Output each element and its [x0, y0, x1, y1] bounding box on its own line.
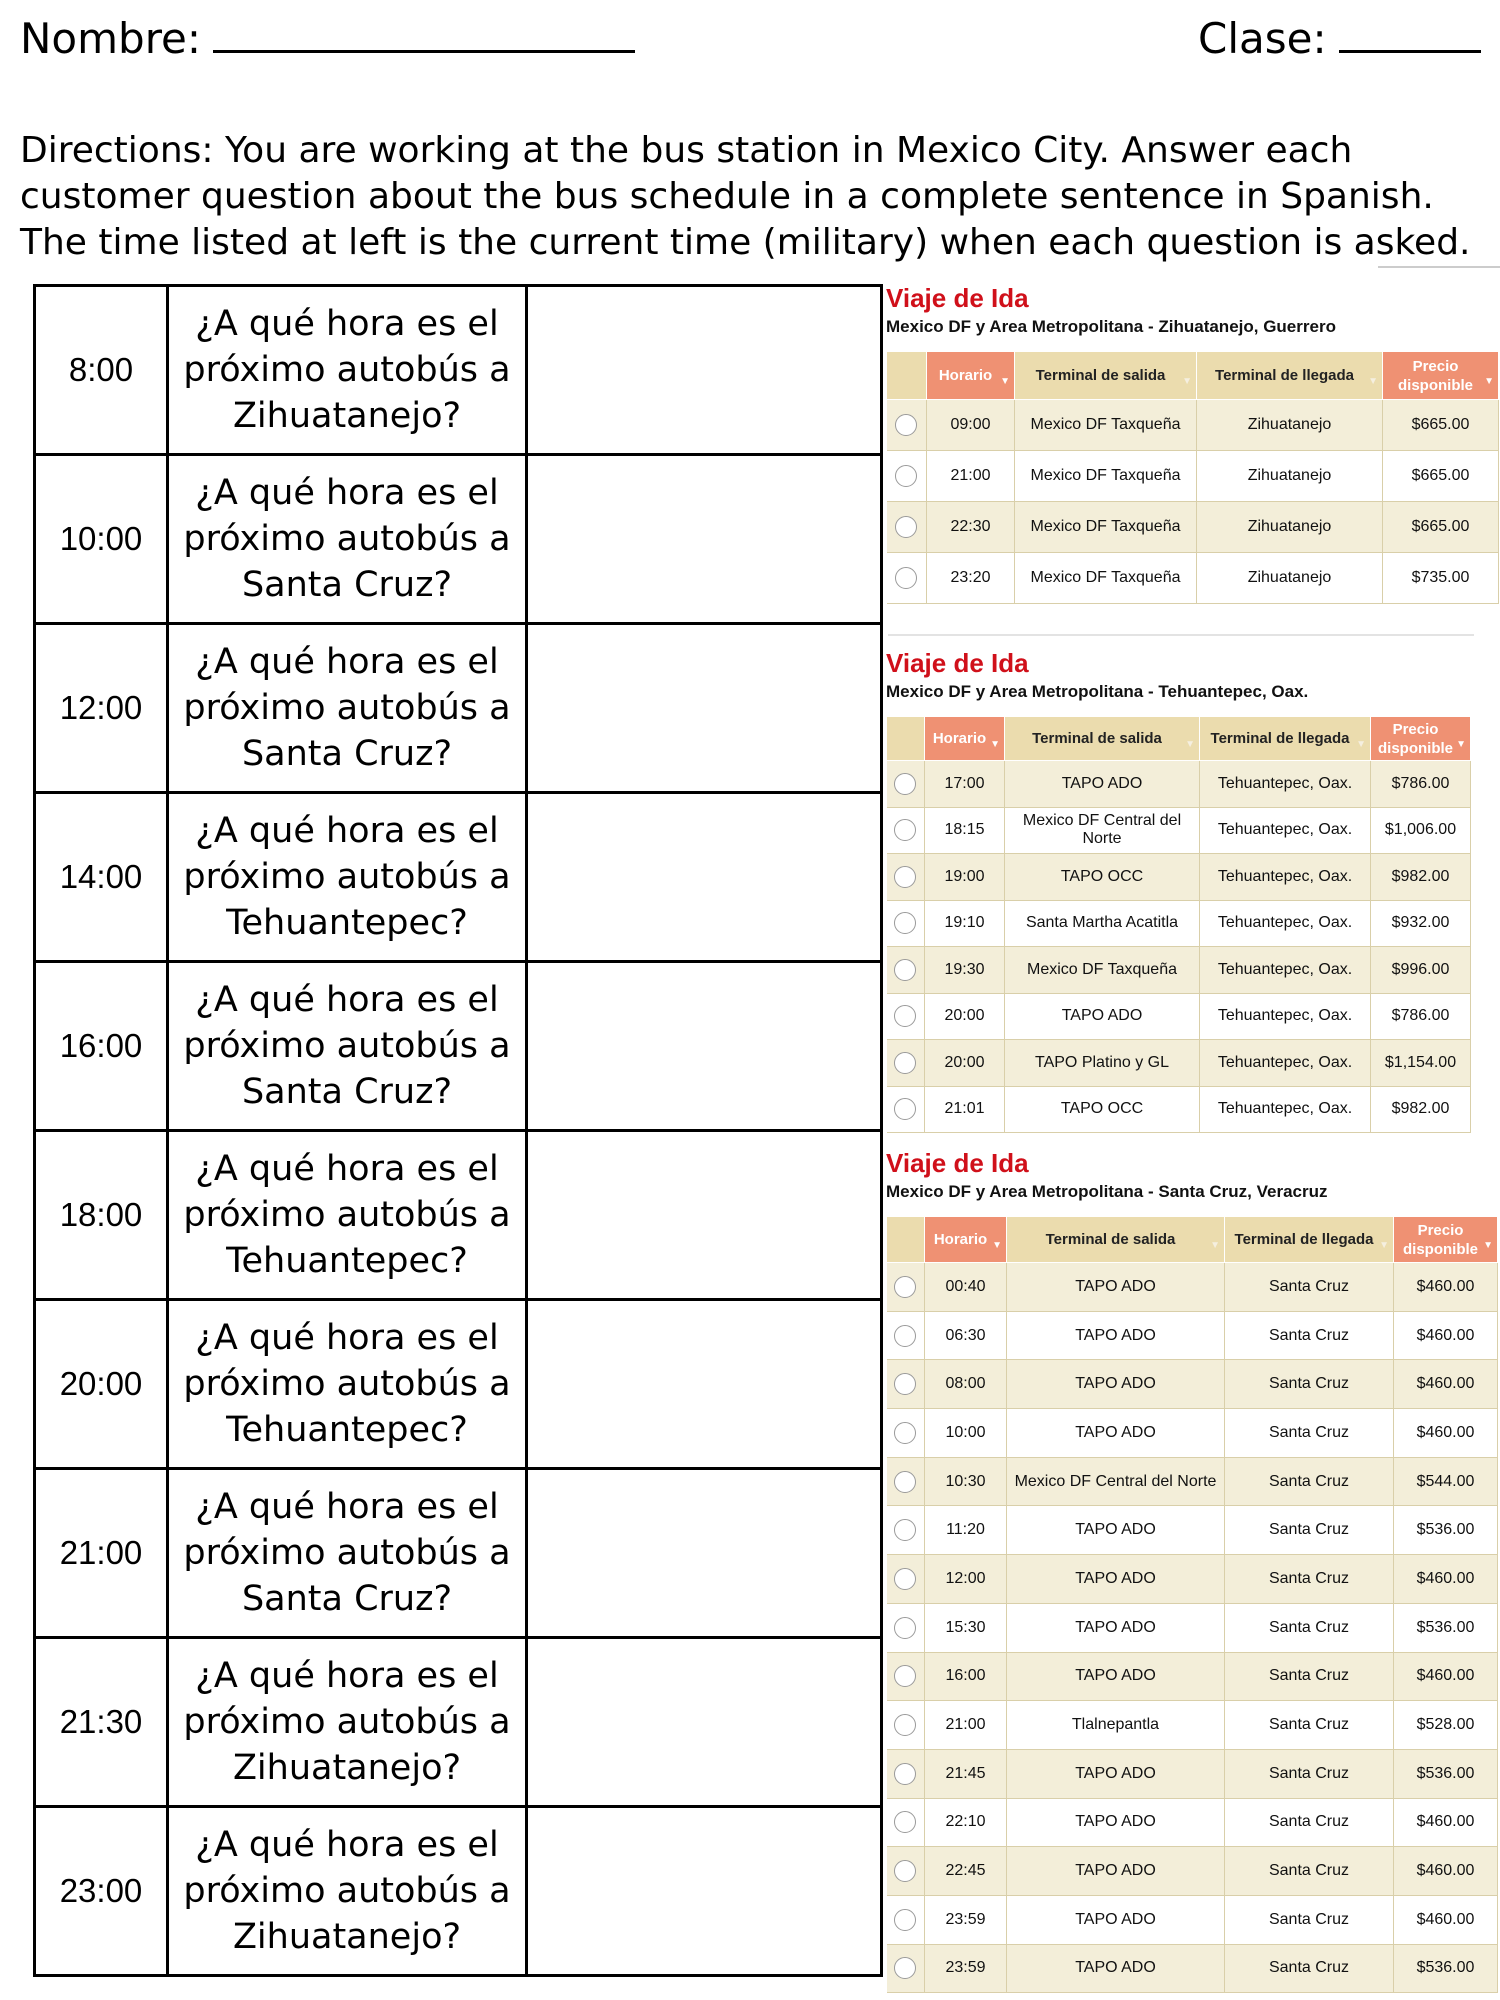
column-header-terminal-llegada[interactable]: [1200, 717, 1371, 761]
precio-cell: $982.00: [1371, 1086, 1471, 1133]
terminal-salida-cell: TAPO ADO: [1007, 1409, 1225, 1458]
schedule-row[interactable]: [887, 1555, 1498, 1604]
select-cell: [887, 1086, 925, 1133]
schedule-row[interactable]: [887, 807, 1471, 854]
select-radio[interactable]: [894, 1005, 916, 1027]
terminal-salida-cell: Mexico DF Taxqueña: [1015, 400, 1197, 451]
schedule-row[interactable]: [887, 1506, 1498, 1555]
current-time: 23:00: [35, 1807, 168, 1976]
sort-arrow-icon[interactable]: ▼: [1182, 375, 1192, 387]
select-cell: [887, 502, 927, 553]
column-header-label: Terminal de salida: [1035, 367, 1166, 384]
column-header-horario[interactable]: [927, 352, 1015, 400]
answer-cell[interactable]: [527, 793, 882, 962]
select-radio[interactable]: [894, 1471, 916, 1493]
question-row: [35, 286, 882, 455]
horario-cell: 20:00: [925, 1040, 1005, 1087]
precio-cell: $460.00: [1394, 1652, 1498, 1701]
horario-cell: 15:30: [925, 1603, 1007, 1652]
question-text: ¿A qué hora es el próximo autobús a Zihuatanejo?: [168, 1638, 527, 1807]
precio-cell: $536.00: [1394, 1603, 1498, 1652]
select-radio[interactable]: [895, 465, 917, 487]
schedule-row[interactable]: [887, 400, 1499, 451]
schedule-row[interactable]: [887, 451, 1499, 502]
question-row: [35, 1300, 882, 1469]
precio-cell: $460.00: [1394, 1409, 1498, 1458]
horario-cell: 21:00: [927, 451, 1015, 502]
precio-cell: $536.00: [1394, 1506, 1498, 1555]
schedule-zihuatanejo: [886, 283, 1499, 604]
column-header-label: Terminal de salida: [1045, 1231, 1176, 1248]
sort-arrow-icon[interactable]: ▼: [1368, 375, 1378, 387]
terminal-salida-cell: Mexico DF Taxqueña: [1015, 502, 1197, 553]
schedule-table: [886, 351, 1499, 604]
terminal-salida-cell: Santa Martha Acatitla: [1005, 900, 1200, 947]
schedule-row[interactable]: [887, 761, 1471, 808]
precio-cell: $460.00: [1394, 1360, 1498, 1409]
select-cell: [887, 1409, 925, 1458]
question-row: [35, 1807, 882, 1976]
column-header-label: Precio disponible: [1398, 357, 1473, 394]
select-radio[interactable]: [894, 866, 916, 888]
column-header-label: Horario: [933, 1231, 988, 1248]
precio-cell: $786.00: [1371, 993, 1471, 1040]
select-cell: [887, 1263, 925, 1312]
clase-blank-line[interactable]: [1339, 16, 1481, 53]
terminal-salida-cell: Tlalnepantla: [1007, 1701, 1225, 1750]
question-text: ¿A qué hora es el próximo autobús a Santa Cruz?: [168, 962, 527, 1131]
select-radio[interactable]: [894, 819, 916, 841]
select-radio[interactable]: [894, 773, 916, 795]
terminal-llegada-cell: Santa Cruz: [1225, 1652, 1394, 1701]
terminal-llegada-cell: Tehuantepec, Oax.: [1200, 947, 1371, 994]
answer-cell[interactable]: [527, 1300, 882, 1469]
question-text: ¿A qué hora es el próximo autobús a Santa Cruz?: [168, 1469, 527, 1638]
precio-cell: $665.00: [1383, 451, 1499, 502]
schedule-route: Mexico DF y Area Metropolitana - Santa Cruz, Veracruz: [886, 1182, 1328, 1201]
select-radio[interactable]: [894, 1909, 916, 1931]
horario-cell: 19:00: [925, 854, 1005, 901]
question-text: ¿A qué hora es el próximo autobús a Tehuantepec?: [168, 793, 527, 962]
schedule-row[interactable]: [887, 502, 1499, 553]
horario-cell: 17:00: [925, 761, 1005, 808]
select-radio[interactable]: [894, 1276, 916, 1298]
question-text: ¿A qué hora es el próximo autobús a Tehuantepec?: [168, 1300, 527, 1469]
divider: [1378, 266, 1500, 268]
horario-cell: 21:01: [925, 1086, 1005, 1133]
terminal-salida-cell: Mexico DF Taxqueña: [1015, 553, 1197, 604]
terminal-llegada-cell: Santa Cruz: [1225, 1409, 1394, 1458]
question-row: [35, 793, 882, 962]
column-header-horario[interactable]: [925, 1217, 1007, 1263]
column-header-horario[interactable]: [925, 717, 1005, 761]
select-cell: [887, 854, 925, 901]
column-header-label: Horario: [932, 730, 987, 747]
schedule-row[interactable]: [887, 900, 1471, 947]
precio-cell: $1,154.00: [1371, 1040, 1471, 1087]
question-text: ¿A qué hora es el próximo autobús a Zihuatanejo?: [168, 286, 527, 455]
question-row: [35, 1638, 882, 1807]
terminal-llegada-cell: Tehuantepec, Oax.: [1200, 854, 1371, 901]
select-radio[interactable]: [894, 1957, 916, 1979]
schedule-row[interactable]: [887, 993, 1471, 1040]
header-select: [887, 717, 925, 761]
precio-cell: $460.00: [1394, 1555, 1498, 1604]
horario-cell: 12:00: [925, 1555, 1007, 1604]
horario-cell: 11:20: [925, 1506, 1007, 1555]
select-radio[interactable]: [894, 1617, 916, 1639]
answer-cell[interactable]: [527, 455, 882, 624]
schedule-row[interactable]: [887, 1603, 1498, 1652]
schedule-row[interactable]: [887, 1040, 1471, 1087]
terminal-llegada-cell: Santa Cruz: [1225, 1895, 1394, 1944]
terminal-salida-cell: TAPO ADO: [1007, 1652, 1225, 1701]
current-time: 18:00: [35, 1131, 168, 1300]
column-header-precio[interactable]: [1383, 352, 1499, 400]
select-cell: [887, 1847, 925, 1896]
schedule-row[interactable]: [887, 553, 1499, 604]
horario-cell: 21:45: [925, 1749, 1007, 1798]
select-radio[interactable]: [894, 1519, 916, 1541]
select-cell: [887, 1457, 925, 1506]
question-row: [35, 1469, 882, 1638]
sort-arrow-icon[interactable]: ▼: [1000, 375, 1010, 387]
terminal-llegada-cell: Tehuantepec, Oax.: [1200, 993, 1371, 1040]
column-header-label: Terminal de llegada: [1215, 367, 1354, 384]
schedule-title: Viaje de Ida: [886, 648, 1029, 678]
column-header-label: Horario: [938, 367, 993, 384]
current-time: 8:00: [35, 286, 168, 455]
schedule-row[interactable]: [887, 1360, 1498, 1409]
precio-cell: $460.00: [1394, 1798, 1498, 1847]
terminal-salida-cell: TAPO Platino y GL: [1005, 1040, 1200, 1087]
horario-cell: 22:10: [925, 1798, 1007, 1847]
clase-label: Clase:: [1198, 14, 1327, 63]
select-cell: [887, 1603, 925, 1652]
precio-cell: $536.00: [1394, 1944, 1498, 1993]
select-radio[interactable]: [894, 959, 916, 981]
select-cell: [887, 993, 925, 1040]
current-time: 10:00: [35, 455, 168, 624]
terminal-llegada-cell: Santa Cruz: [1225, 1603, 1394, 1652]
header-select: [887, 1217, 925, 1263]
question-text: ¿A qué hora es el próximo autobús a Tehuantepec?: [168, 1131, 527, 1300]
nombre-field: [20, 14, 635, 63]
terminal-salida-cell: TAPO ADO: [1007, 1311, 1225, 1360]
sort-arrow-icon[interactable]: ▼: [1356, 738, 1366, 750]
terminal-salida-cell: Mexico DF Central del Norte: [1005, 807, 1200, 854]
precio-cell: $1,006.00: [1371, 807, 1471, 854]
directions-text: Directions: You are working at the bus station in Mexico City. Answer each customer question about the bus schedule in a complete sentence in Spanish. The time listed at left is the current time (military) when each question is asked.: [20, 130, 1471, 263]
clase-field: [1198, 14, 1481, 63]
terminal-llegada-cell: Santa Cruz: [1225, 1311, 1394, 1360]
column-header-precio[interactable]: [1371, 717, 1471, 761]
precio-cell: $460.00: [1394, 1263, 1498, 1312]
select-radio[interactable]: [895, 516, 917, 538]
divider: [888, 634, 1474, 636]
terminal-salida-cell: TAPO ADO: [1007, 1895, 1225, 1944]
horario-cell: 23:20: [927, 553, 1015, 604]
answer-cell[interactable]: [527, 1131, 882, 1300]
select-radio[interactable]: [894, 1052, 916, 1074]
sort-arrow-icon[interactable]: ▼: [992, 1239, 1002, 1251]
terminal-salida-cell: TAPO ADO: [1007, 1603, 1225, 1652]
select-cell: [887, 1040, 925, 1087]
terminal-salida-cell: TAPO ADO: [1007, 1360, 1225, 1409]
column-header-terminal-llegada[interactable]: [1197, 352, 1383, 400]
precio-cell: $735.00: [1383, 553, 1499, 604]
current-time: 21:30: [35, 1638, 168, 1807]
question-text: ¿A qué hora es el próximo autobús a Zihuatanejo?: [168, 1807, 527, 1976]
select-cell: [887, 451, 927, 502]
select-cell: [887, 400, 927, 451]
select-cell: [887, 900, 925, 947]
column-header-label: Terminal de salida: [1032, 730, 1162, 747]
horario-cell: 09:00: [927, 400, 1015, 451]
horario-cell: 23:59: [925, 1944, 1007, 1993]
select-cell: [887, 1701, 925, 1750]
horario-cell: 19:30: [925, 947, 1005, 994]
column-header-label: Precio disponible: [1378, 720, 1453, 757]
horario-cell: 20:00: [925, 993, 1005, 1040]
schedule-route: Mexico DF y Area Metropolitana - Zihuatanejo, Guerrero: [886, 317, 1336, 336]
select-radio[interactable]: [894, 1714, 916, 1736]
schedule-santa-cruz: [886, 1148, 1498, 1993]
select-cell: [887, 1944, 925, 1993]
terminal-llegada-cell: Santa Cruz: [1225, 1360, 1394, 1409]
answer-cell[interactable]: [527, 1807, 882, 1976]
question-row: [35, 624, 882, 793]
current-time: 16:00: [35, 962, 168, 1131]
terminal-salida-cell: TAPO OCC: [1005, 1086, 1200, 1133]
select-radio[interactable]: [894, 1098, 916, 1120]
select-cell: [887, 947, 925, 994]
terminal-llegada-cell: Santa Cruz: [1225, 1798, 1394, 1847]
precio-cell: $460.00: [1394, 1847, 1498, 1896]
answer-cell[interactable]: [527, 1638, 882, 1807]
schedule-row[interactable]: [887, 1457, 1498, 1506]
select-cell: [887, 553, 927, 604]
precio-cell: $460.00: [1394, 1311, 1498, 1360]
sort-arrow-icon[interactable]: ▼: [1210, 1239, 1220, 1251]
schedule-row[interactable]: [887, 1847, 1498, 1896]
precio-cell: $460.00: [1394, 1895, 1498, 1944]
horario-cell: 10:00: [925, 1409, 1007, 1458]
terminal-llegada-cell: Zihuatanejo: [1197, 502, 1383, 553]
horario-cell: 21:00: [925, 1701, 1007, 1750]
horario-cell: 22:45: [925, 1847, 1007, 1896]
terminal-llegada-cell: Tehuantepec, Oax.: [1200, 761, 1371, 808]
current-time: 12:00: [35, 624, 168, 793]
select-radio[interactable]: [894, 1811, 916, 1833]
question-row: [35, 962, 882, 1131]
terminal-llegada-cell: Tehuantepec, Oax.: [1200, 1086, 1371, 1133]
select-cell: [887, 1895, 925, 1944]
precio-cell: $982.00: [1371, 854, 1471, 901]
precio-cell: $665.00: [1383, 400, 1499, 451]
select-radio[interactable]: [894, 1325, 916, 1347]
column-header-terminal-salida[interactable]: [1005, 717, 1200, 761]
schedule-row[interactable]: [887, 947, 1471, 994]
schedule-row[interactable]: [887, 1944, 1498, 1993]
nombre-blank-line[interactable]: [213, 16, 635, 53]
answer-cell[interactable]: [527, 1469, 882, 1638]
horario-cell: 22:30: [927, 502, 1015, 553]
schedule-table: [886, 716, 1471, 1133]
horario-cell: 16:00: [925, 1652, 1007, 1701]
schedule-row[interactable]: [887, 1311, 1498, 1360]
select-cell: [887, 1798, 925, 1847]
sort-arrow-icon[interactable]: ▼: [1185, 738, 1195, 750]
terminal-salida-cell: TAPO ADO: [1007, 1798, 1225, 1847]
select-radio[interactable]: [894, 1665, 916, 1687]
precio-cell: $996.00: [1371, 947, 1471, 994]
terminal-salida-cell: TAPO ADO: [1007, 1263, 1225, 1312]
terminal-llegada-cell: Zihuatanejo: [1197, 553, 1383, 604]
terminal-llegada-cell: Santa Cruz: [1225, 1506, 1394, 1555]
sort-arrow-icon[interactable]: ▼: [990, 738, 1000, 750]
select-radio[interactable]: [895, 414, 917, 436]
nombre-label: Nombre:: [20, 14, 202, 63]
column-header-terminal-salida[interactable]: [1015, 352, 1197, 400]
schedule-row[interactable]: [887, 1086, 1471, 1133]
horario-cell: 06:30: [925, 1311, 1007, 1360]
terminal-salida-cell: TAPO ADO: [1005, 993, 1200, 1040]
question-text: ¿A qué hora es el próximo autobús a Santa Cruz?: [168, 624, 527, 793]
precio-cell: $786.00: [1371, 761, 1471, 808]
precio-cell: $536.00: [1394, 1749, 1498, 1798]
select-cell: [887, 1506, 925, 1555]
horario-cell: 18:15: [925, 807, 1005, 854]
select-radio[interactable]: [894, 912, 916, 934]
header-select: [887, 352, 927, 400]
schedule-title: Viaje de Ida: [886, 283, 1029, 313]
column-header-terminal-llegada[interactable]: [1225, 1217, 1394, 1263]
terminal-salida-cell: TAPO ADO: [1007, 1555, 1225, 1604]
select-radio[interactable]: [894, 1568, 916, 1590]
terminal-llegada-cell: Tehuantepec, Oax.: [1200, 1040, 1371, 1087]
select-cell: [887, 1311, 925, 1360]
horario-cell: 19:10: [925, 900, 1005, 947]
schedule-row[interactable]: [887, 1749, 1498, 1798]
question-text: ¿A qué hora es el próximo autobús a Santa Cruz?: [168, 455, 527, 624]
question-row: [35, 455, 882, 624]
schedule-row[interactable]: [887, 1701, 1498, 1750]
schedule-row[interactable]: [887, 1263, 1498, 1312]
terminal-llegada-cell: Zihuatanejo: [1197, 400, 1383, 451]
schedule-row[interactable]: [887, 1895, 1498, 1944]
answer-cell[interactable]: [527, 624, 882, 793]
current-time: 21:00: [35, 1469, 168, 1638]
terminal-salida-cell: TAPO OCC: [1005, 854, 1200, 901]
select-cell: [887, 1555, 925, 1604]
terminal-llegada-cell: Santa Cruz: [1225, 1944, 1394, 1993]
schedule-row[interactable]: [887, 1409, 1498, 1458]
terminal-salida-cell: TAPO ADO: [1007, 1749, 1225, 1798]
sort-arrow-icon[interactable]: ▼: [1483, 1239, 1493, 1251]
horario-cell: 08:00: [925, 1360, 1007, 1409]
terminal-salida-cell: TAPO ADO: [1007, 1847, 1225, 1896]
current-time: 20:00: [35, 1300, 168, 1469]
select-radio[interactable]: [894, 1422, 916, 1444]
sort-arrow-icon[interactable]: ▼: [1484, 375, 1494, 387]
terminal-llegada-cell: Zihuatanejo: [1197, 451, 1383, 502]
column-header-label: Terminal de llegada: [1210, 730, 1350, 747]
select-cell: [887, 1749, 925, 1798]
schedule-table: [886, 1216, 1498, 1993]
horario-cell: 00:40: [925, 1263, 1007, 1312]
answer-cell[interactable]: [527, 962, 882, 1131]
select-radio[interactable]: [894, 1373, 916, 1395]
terminal-llegada-cell: Tehuantepec, Oax.: [1200, 807, 1371, 854]
terminal-salida-cell: Mexico DF Taxqueña: [1015, 451, 1197, 502]
schedule-route: Mexico DF y Area Metropolitana - Tehuantepec, Oax.: [886, 682, 1309, 701]
select-radio[interactable]: [894, 1763, 916, 1785]
schedule-title: Viaje de Ida: [886, 1148, 1029, 1178]
schedule-row[interactable]: [887, 854, 1471, 901]
terminal-llegada-cell: Santa Cruz: [1225, 1749, 1394, 1798]
schedule-row[interactable]: [887, 1798, 1498, 1847]
terminal-salida-cell: Mexico DF Central del Norte: [1007, 1457, 1225, 1506]
terminal-llegada-cell: Santa Cruz: [1225, 1263, 1394, 1312]
precio-cell: $528.00: [1394, 1701, 1498, 1750]
terminal-salida-cell: Mexico DF Taxqueña: [1005, 947, 1200, 994]
column-header-terminal-salida[interactable]: [1007, 1217, 1225, 1263]
answer-cell[interactable]: [527, 286, 882, 455]
schedule-tehuantepec: [886, 648, 1471, 1133]
column-header-precio[interactable]: [1394, 1217, 1498, 1263]
precio-cell: $665.00: [1383, 502, 1499, 553]
sort-arrow-icon[interactable]: ▼: [1379, 1239, 1389, 1251]
column-header-label: Precio disponible: [1403, 1221, 1478, 1258]
terminal-llegada-cell: Santa Cruz: [1225, 1701, 1394, 1750]
select-cell: [887, 1360, 925, 1409]
current-time: 14:00: [35, 793, 168, 962]
select-radio[interactable]: [895, 567, 917, 589]
horario-cell: 23:59: [925, 1895, 1007, 1944]
terminal-llegada-cell: Santa Cruz: [1225, 1847, 1394, 1896]
select-radio[interactable]: [894, 1860, 916, 1882]
column-header-label: Terminal de llegada: [1234, 1231, 1374, 1248]
question-row: [35, 1131, 882, 1300]
precio-cell: $544.00: [1394, 1457, 1498, 1506]
terminal-salida-cell: TAPO ADO: [1007, 1506, 1225, 1555]
horario-cell: 10:30: [925, 1457, 1007, 1506]
terminal-llegada-cell: Santa Cruz: [1225, 1555, 1394, 1604]
terminal-salida-cell: TAPO ADO: [1005, 761, 1200, 808]
terminal-llegada-cell: Tehuantepec, Oax.: [1200, 900, 1371, 947]
precio-cell: $932.00: [1371, 900, 1471, 947]
sort-arrow-icon[interactable]: ▼: [1456, 738, 1466, 750]
select-cell: [887, 1652, 925, 1701]
question-table: [33, 284, 883, 1977]
terminal-salida-cell: TAPO ADO: [1007, 1944, 1225, 1993]
select-cell: [887, 761, 925, 808]
select-cell: [887, 807, 925, 854]
terminal-llegada-cell: Santa Cruz: [1225, 1457, 1394, 1506]
schedule-row[interactable]: [887, 1652, 1498, 1701]
